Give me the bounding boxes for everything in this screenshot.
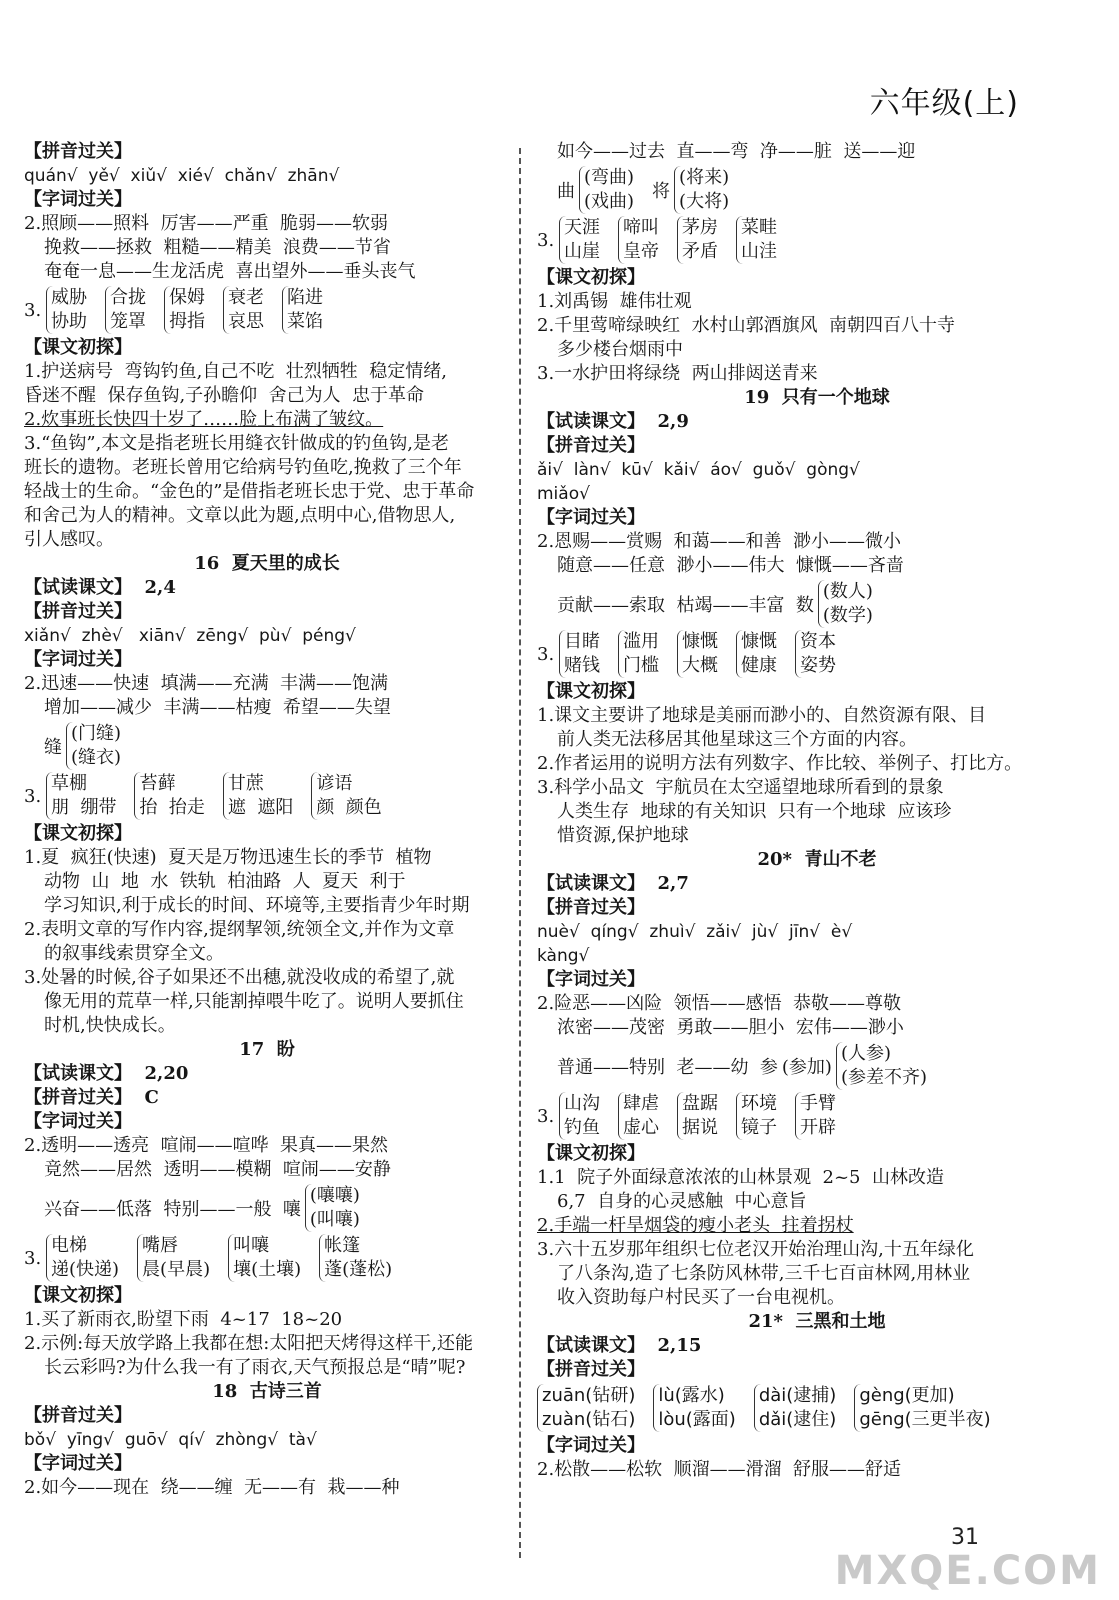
- brace-word: 协助: [51, 311, 87, 332]
- text-line: 【课文初探】: [537, 1143, 645, 1164]
- brace-group: [677, 1092, 718, 1140]
- brace-word: 皇帝: [623, 241, 659, 262]
- brace-word: 山崖: [564, 241, 600, 262]
- brace-group: [618, 216, 659, 264]
- brace-word: (人参): [840, 1043, 891, 1064]
- brace-word: 姿势: [800, 655, 836, 676]
- item-number: 3.: [537, 1105, 555, 1127]
- left-lines-4: [24, 1284, 510, 1500]
- text-line: 21* 三黑和土地: [748, 1311, 886, 1332]
- brace-group: [537, 1384, 635, 1432]
- brace-group: [674, 166, 729, 214]
- brace-group: [164, 286, 205, 334]
- brace-group: [559, 1092, 600, 1140]
- brace-word: (戏曲): [584, 191, 635, 212]
- item-number: 3.: [537, 229, 555, 251]
- text-line: 【课文初探】: [24, 823, 132, 844]
- item-number: 3.: [24, 1247, 42, 1269]
- item-number: 3.: [24, 299, 42, 321]
- text-line: 20* 青山不老: [757, 849, 877, 870]
- item-number: 3.: [537, 643, 555, 665]
- text-line: 【拼音过关】 C: [24, 1087, 159, 1108]
- left-brace-3: [24, 772, 510, 820]
- right-brace-6: [537, 1092, 1097, 1140]
- text-line: 3.科学小品文 宇航员在太空遥望地球所看到的景象: [537, 777, 944, 798]
- brace-word: 帐篷: [324, 1235, 361, 1256]
- brace-group: [137, 1234, 210, 1282]
- brace-group: [305, 1184, 360, 1232]
- text-line: 2.恩赐——赏赐 和蔼——和善 渺小——微小: [537, 531, 902, 552]
- brace-word: (数人): [822, 581, 873, 602]
- brace-word: 赌钱: [564, 655, 600, 676]
- brace-word: 开辟: [800, 1117, 836, 1138]
- grade-label: 六年级(上): [869, 86, 1019, 121]
- brace-word: 拇指: [169, 311, 205, 332]
- text-line: 18 古诗三首: [212, 1381, 322, 1402]
- brace-group: [795, 630, 836, 678]
- text-line: 【拼音过关】: [24, 1405, 132, 1426]
- watermark: MXQE.COM: [834, 1548, 1101, 1594]
- brace-word: 茅房: [682, 217, 718, 238]
- text-line: 【拼音过关】: [537, 1359, 645, 1380]
- text-line: nuè√ qíng√ zhuì√ zǎi√ jù√ jīn√ è√: [537, 922, 853, 942]
- text-line: 浓密——茂密 勇敢——胆小 宏伟——渺小: [557, 1017, 904, 1038]
- brace-group: [854, 1384, 990, 1432]
- brace-word: zuān(钻研): [542, 1385, 636, 1406]
- text-line: 1.夏 疯狂(快速) 夏天是万物迅速生长的季节 植物: [24, 847, 432, 868]
- item-number: 3.: [24, 785, 42, 807]
- brace-group: [579, 166, 634, 214]
- text-line: 3.一水护田将绿绕 两山排闼送青来: [537, 363, 818, 384]
- brace-word: 壤(土壤): [233, 1259, 302, 1280]
- text-line: 班长的遗物。老班长曾用它给病号钓鱼吃,挽救了三个年: [24, 457, 462, 478]
- text-line: 【字词过关】: [24, 189, 132, 210]
- text-line: 动物 山 地 水 铁轨 柏油路 人 夏天 利于: [44, 871, 406, 892]
- brace-word: 晨(早晨): [142, 1259, 211, 1280]
- text-line: 2.炊事班长快四十岁了……脸上布满了皱纹。: [24, 409, 384, 430]
- brace-word: (数学): [822, 605, 873, 626]
- brace-prefix: 贡献——索取 枯竭——丰富 数: [557, 595, 814, 616]
- text-line: kàng√: [537, 946, 590, 966]
- brace-word: 大概: [682, 655, 718, 676]
- text-line: 1.刘禹锡 雄伟壮观: [537, 291, 692, 312]
- text-line: 2.表明文章的写作内容,提纲挈领,统领全文,并作为文章: [24, 919, 455, 940]
- brace-word: 山沟: [564, 1093, 600, 1114]
- text-line: 19 只有一个地球: [744, 387, 890, 408]
- text-line: 2.迅速——快速 填满——充满 丰满——饱满: [24, 673, 389, 694]
- brace-word: 据说: [682, 1117, 718, 1138]
- brace-word: 蓬(蓬松): [324, 1259, 393, 1280]
- brace-prefix: 兴奋——低落 特别——一般 嚷: [44, 1199, 301, 1220]
- brace-group: [282, 286, 323, 334]
- brace-word: 慷慨: [682, 631, 718, 652]
- text-line: 轻战士的生命。“金色的”是借指老班长忠于党、忠于革命: [24, 481, 475, 502]
- text-line: 2.示例:每天放学路上我都在想:太阳把天烤得这样干,还能: [24, 1333, 474, 1354]
- brace-word: 叫嚷: [233, 1235, 270, 1256]
- brace-group: [653, 1384, 735, 1432]
- brace-word: 资本: [800, 631, 836, 652]
- brace-word: 保姆: [169, 287, 205, 308]
- text-line: 【拼音过关】: [24, 601, 132, 622]
- text-line: 的叙事线索贯穿全文。: [44, 943, 224, 964]
- brace-group: [736, 1092, 777, 1140]
- brace-word: 慷慨: [741, 631, 777, 652]
- right-brace-5: [537, 1042, 1097, 1090]
- brace-group: [46, 286, 87, 334]
- brace-group: [223, 286, 264, 334]
- text-line: miǎo√: [537, 484, 590, 504]
- brace-word: 哀思: [228, 311, 264, 332]
- text-line: 3.处暑的时候,谷子如果还不出穗,就没收成的希望了,就: [24, 967, 455, 988]
- brace-word: dǎi(逮住): [758, 1409, 837, 1430]
- left-brace-1: [24, 286, 510, 334]
- brace-group: [677, 630, 718, 678]
- brace-word: 嘴唇: [142, 1235, 179, 1256]
- brace-group: [319, 1234, 392, 1282]
- text-line: 1.护送病号 弯钩钓鱼,自己不吃 壮烈牺牲 稳定情绪,: [24, 361, 447, 382]
- column-divider: [519, 148, 521, 1558]
- text-line: 人类生存 地球的有关知识 只有一个地球 应该珍: [557, 801, 952, 822]
- text-line: 和舍己为人的精神。文章以此为题,点明中心,借物思人,: [24, 505, 456, 526]
- left-brace-2: [24, 722, 510, 770]
- text-line: 竟然——居然 透明——模糊 喧闹——安静: [44, 1159, 391, 1180]
- brace-group: [818, 580, 873, 628]
- text-line: 2.千里莺啼绿映红 水村山郭酒旗风 南朝四百八十寺: [537, 315, 956, 336]
- brace-word: 笼罩: [110, 311, 146, 332]
- text-line: 17 盼: [239, 1039, 295, 1060]
- brace-word: 谚语: [316, 773, 353, 794]
- brace-group: [311, 772, 381, 820]
- brace-group: [134, 772, 204, 820]
- text-line: 昏迷不醒 保存鱼钩,子孙瞻仰 舍己为人 忠于革命: [24, 385, 425, 406]
- brace-word: dài(逮捕): [758, 1385, 837, 1406]
- brace-word: (将来): [679, 167, 730, 188]
- brace-group: [559, 630, 600, 678]
- text-line: 1.买了新雨衣,盼望下雨 4~17 18~20: [24, 1309, 343, 1330]
- right-lines-1: [537, 140, 1097, 164]
- text-line: 2.如今——现在 绕——缠 无——有 栽——种: [24, 1477, 400, 1498]
- brace-group: [46, 772, 116, 820]
- left-column: [24, 140, 510, 1500]
- right-lines-4: [537, 1142, 1097, 1382]
- text-line: 【字词过关】: [24, 1111, 132, 1132]
- text-line: 【拼音过关】: [24, 141, 132, 162]
- brace-word: 递(快递): [51, 1259, 120, 1280]
- brace-word: zuàn(钻石): [542, 1409, 636, 1430]
- text-line: 【字词过关】: [24, 1453, 132, 1474]
- brace-group: [559, 216, 600, 264]
- right-column: [537, 140, 1097, 1482]
- right-brace-7: [537, 1384, 1097, 1432]
- text-line: 【试读课文】 2,4: [24, 577, 176, 598]
- text-line: 【试读课文】 2,7: [537, 873, 689, 894]
- text-line: 了八条沟,造了七条防风林带,三千七百亩林网,用林业: [557, 1263, 971, 1284]
- brace-group: [836, 1042, 927, 1090]
- text-line: 3.“鱼钩”,本文是指老班长用缝衣针做成的钓鱼钩,是老: [24, 433, 450, 454]
- brace-word: gēng(三更半夜): [859, 1409, 991, 1430]
- left-brace-4: [24, 1184, 510, 1232]
- brace-word: 镜子: [741, 1117, 777, 1138]
- text-line: 收入资助每户村民买了一台电视机。: [557, 1287, 845, 1308]
- brace-word: 威胁: [51, 287, 87, 308]
- brace-word: 环境: [741, 1093, 777, 1114]
- brace-lead-char: (参加): [781, 1057, 832, 1078]
- text-line: 如今——过去 直——弯 净——脏 送——迎: [557, 141, 916, 162]
- brace-word: 抬 抬走: [139, 797, 205, 818]
- brace-word: 目睹: [564, 631, 600, 652]
- text-line: 3.六十五岁那年组织七位老汉开始治理山沟,十五年绿化: [537, 1239, 974, 1260]
- brace-word: lòu(露面): [658, 1409, 736, 1430]
- brace-word: 钓鱼: [564, 1117, 600, 1138]
- brace-word: 山洼: [741, 241, 777, 262]
- brace-group: [736, 630, 777, 678]
- brace-word: (大将): [679, 191, 730, 212]
- brace-group: [105, 286, 146, 334]
- brace-word: 门槛: [623, 655, 659, 676]
- right-brace-4: [537, 630, 1097, 678]
- text-line: 【课文初探】: [537, 267, 645, 288]
- brace-word: 菜馅: [287, 311, 323, 332]
- brace-prefix: 缝: [44, 737, 62, 758]
- brace-word: 陷进: [287, 287, 323, 308]
- text-line: 长云彩吗?为什么我一有了雨衣,天气预报总是“晴”呢?: [44, 1357, 466, 1378]
- brace-lead-char: 曲: [557, 181, 575, 202]
- brace-word: (嚷嚷): [309, 1185, 360, 1206]
- text-line: 2.手端一杆旱烟袋的瘦小老头 拄着拐杖: [537, 1215, 854, 1236]
- right-brace-2: [537, 216, 1097, 264]
- brace-word: (缝衣): [71, 747, 122, 768]
- text-line: 时机,快快成长。: [44, 1015, 176, 1036]
- brace-word: 菜畦: [741, 217, 777, 238]
- text-line: 惜资源,保护地球: [557, 825, 689, 846]
- text-line: 【试读课文】 2,9: [537, 411, 689, 432]
- brace-word: 矛盾: [682, 241, 718, 262]
- text-line: quán√ yě√ xiǔ√ xié√ chǎn√ zhān√: [24, 166, 340, 186]
- text-line: 【课文初探】: [24, 1285, 132, 1306]
- brace-word: 盘踞: [682, 1093, 718, 1114]
- brace-word: 遮 遮阳: [227, 797, 294, 818]
- brace-word: gèng(更加): [859, 1385, 955, 1406]
- brace-word: 甘蔗: [227, 773, 264, 794]
- brace-word: 肆虐: [623, 1093, 659, 1114]
- left-lines-3: [24, 822, 510, 1182]
- text-line: 2.险恶——凶险 领悟——感悟 恭敬——尊敬: [537, 993, 902, 1014]
- left-lines-2: [24, 336, 510, 720]
- brace-group: [46, 1234, 119, 1282]
- brace-word: 颜 颜色: [316, 797, 382, 818]
- text-line: 2.作者运用的说明方法有列数字、作比较、举例子、打比方。: [537, 753, 1023, 774]
- brace-group: [795, 1092, 836, 1140]
- text-line: 16 夏天里的成长: [194, 553, 340, 574]
- text-line: 增加——减少 丰满——枯瘦 希望——失望: [44, 697, 391, 718]
- brace-word: 朋 绷带: [51, 797, 117, 818]
- brace-word: 衰老: [228, 287, 264, 308]
- left-lines-1: [24, 140, 510, 284]
- brace-word: 电梯: [51, 1235, 87, 1256]
- text-line: 【字词过关】: [24, 649, 132, 670]
- brace-word: 健康: [741, 655, 777, 676]
- text-line: xiǎn√ zhè√ xiān√ zēng√ pù√ péng√: [24, 626, 356, 646]
- text-line: 【拼音过关】: [537, 897, 645, 918]
- text-line: 挽救——拯救 粗糙——精美 浪费——节省: [44, 237, 391, 258]
- text-line: 多少楼台烟雨中: [557, 339, 683, 360]
- text-line: 2.松散——松软 顺溜——滑溜 舒服——舒适: [537, 1459, 902, 1480]
- text-line: 【试读课文】 2,20: [24, 1063, 189, 1084]
- brace-word: 天涯: [564, 217, 600, 238]
- brace-word: (叫嚷): [309, 1209, 360, 1230]
- brace-word: (参差不齐): [840, 1067, 927, 1088]
- text-line: 【课文初探】: [537, 681, 645, 702]
- brace-group: [228, 1234, 301, 1282]
- brace-group: [223, 772, 293, 820]
- brace-word: 虚心: [623, 1117, 659, 1138]
- page-number: 31: [951, 1525, 979, 1550]
- text-line: 【拼音过关】: [537, 435, 645, 456]
- text-line: 引人感叹。: [24, 529, 114, 550]
- text-line: 【字词过关】: [537, 969, 645, 990]
- brace-group: [754, 1384, 837, 1432]
- right-lines-3: [537, 680, 1097, 1040]
- text-line: 【字词过关】: [537, 1435, 645, 1456]
- text-line: 2.透明——透亮 喧闹——喧哗 果真——果然: [24, 1135, 389, 1156]
- brace-word: 手臂: [800, 1093, 836, 1114]
- brace-group: [66, 722, 121, 770]
- brace-group: [677, 216, 718, 264]
- brace-word: 滥用: [623, 631, 659, 652]
- text-line: 奄奄一息——生龙活虎 喜出望外——垂头丧气: [44, 261, 416, 282]
- brace-prefix: 普通——特别 老——幼 参: [557, 1057, 778, 1078]
- brace-group: [618, 1092, 659, 1140]
- text-line: 【试读课文】 2,15: [537, 1335, 702, 1356]
- brace-group: [736, 216, 777, 264]
- brace-group: [618, 630, 659, 678]
- brace-word: 啼叫: [623, 217, 659, 238]
- brace-word: 苔藓: [139, 773, 176, 794]
- brace-word: lù(露水): [658, 1385, 725, 1406]
- text-line: 1.1 院子外面绿意浓浓的山林景观 2~5 山林改造: [537, 1167, 944, 1188]
- text-line: bǒ√ yīng√ guō√ qí√ zhòng√ tà√: [24, 1430, 317, 1450]
- text-line: 6,7 自身的心灵感触 中心意旨: [557, 1191, 807, 1212]
- right-brace-1: [537, 166, 1097, 214]
- right-brace-3: [537, 580, 1097, 628]
- text-line: 1.课文主要讲了地球是美丽而渺小的、自然资源有限、目: [537, 705, 987, 726]
- text-line: 随意——任意 渺小——伟大 慷慨——吝啬: [557, 555, 904, 576]
- text-line: 【字词过关】: [537, 507, 645, 528]
- text-line: 【课文初探】: [24, 337, 132, 358]
- brace-word: (门缝): [71, 723, 122, 744]
- right-lines-2: [537, 266, 1097, 578]
- brace-word: 合拢: [110, 287, 146, 308]
- text-line: ǎi√ làn√ kū√ kǎi√ áo√ guǒ√ gòng√: [537, 460, 860, 480]
- text-line: 像无用的荒草一样,只能割掉喂牛吃了。说明人要抓住: [44, 991, 464, 1012]
- text-line: 2.照顾——照料 厉害——严重 脆弱——软弱: [24, 213, 389, 234]
- brace-word: 草棚: [51, 773, 87, 794]
- left-brace-5: [24, 1234, 510, 1282]
- brace-lead-char: 将: [652, 181, 671, 202]
- text-line: 学习知识,利于成长的时间、环境等,主要指青少年时期: [44, 895, 470, 916]
- right-lines-5: [537, 1434, 1097, 1482]
- text-line: 前人类无法移居其他星球这三个方面的内容。: [557, 729, 917, 750]
- brace-word: (弯曲): [584, 167, 635, 188]
